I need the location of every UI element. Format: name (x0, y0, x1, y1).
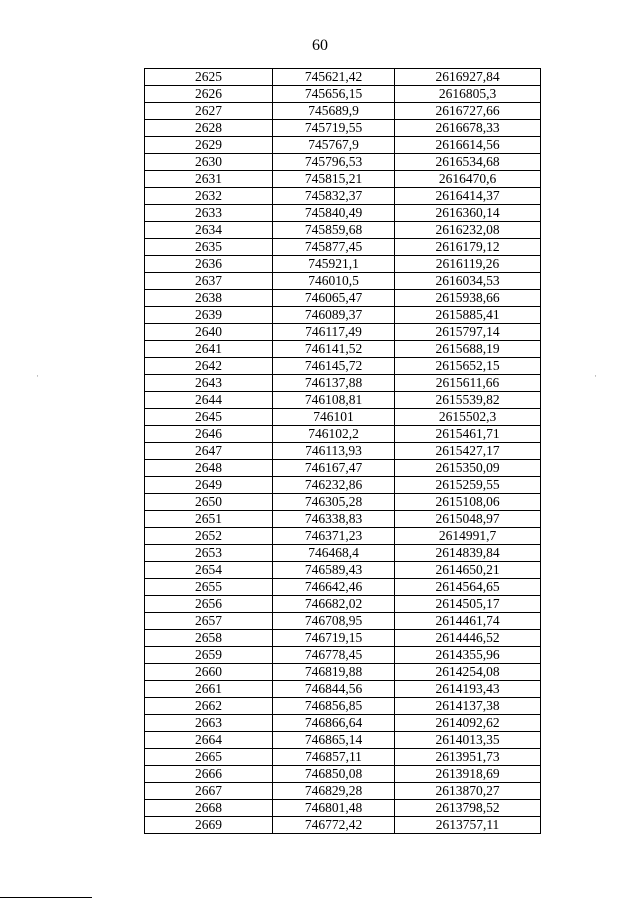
footnote-rule (0, 897, 92, 898)
table-row (145, 154, 541, 171)
x-coordinate-cell: 745921,1 (273, 256, 395, 273)
table-row (145, 375, 541, 392)
x-coordinate-cell: 745832,37 (273, 188, 395, 205)
y-coordinate-cell: 2615539,82 (395, 392, 541, 409)
x-coordinate-cell: 746145,72 (273, 358, 395, 375)
x-coordinate-cell: 746113,93 (273, 443, 395, 460)
point-number-cell: 2632 (145, 188, 273, 205)
table-row (145, 120, 541, 137)
x-coordinate-cell: 746141,52 (273, 341, 395, 358)
y-coordinate-cell: 2614013,35 (395, 732, 541, 749)
table-row (145, 698, 541, 715)
point-number-cell: 2638 (145, 290, 273, 307)
table-row (145, 800, 541, 817)
x-coordinate-cell: 746338,83 (273, 511, 395, 528)
x-coordinate-cell: 746642,46 (273, 579, 395, 596)
x-coordinate-cell: 745719,55 (273, 120, 395, 137)
x-coordinate-cell: 746778,45 (273, 647, 395, 664)
table-row (145, 443, 541, 460)
x-coordinate-cell: 745656,15 (273, 86, 395, 103)
x-coordinate-cell: 746117,49 (273, 324, 395, 341)
y-coordinate-cell: 2613798,52 (395, 800, 541, 817)
y-coordinate-cell: 2616534,68 (395, 154, 541, 171)
y-coordinate-cell: 2615461,71 (395, 426, 541, 443)
y-coordinate-cell: 2614355,96 (395, 647, 541, 664)
table-row (145, 171, 541, 188)
table-row (145, 392, 541, 409)
y-coordinate-cell: 2614505,17 (395, 596, 541, 613)
table-row (145, 783, 541, 800)
table-row (145, 358, 541, 375)
y-coordinate-cell: 2614564,65 (395, 579, 541, 596)
point-number-cell: 2629 (145, 137, 273, 154)
y-coordinate-cell: 2614254,08 (395, 664, 541, 681)
x-coordinate-cell: 746856,85 (273, 698, 395, 715)
table-row (145, 69, 541, 86)
table-row (145, 579, 541, 596)
y-coordinate-cell: 2616927,84 (395, 69, 541, 86)
point-number-cell: 2665 (145, 749, 273, 766)
x-coordinate-cell: 746010,5 (273, 273, 395, 290)
x-coordinate-cell: 745877,45 (273, 239, 395, 256)
x-coordinate-cell: 746865,14 (273, 732, 395, 749)
y-coordinate-cell: 2616179,12 (395, 239, 541, 256)
y-coordinate-cell: 2614193,43 (395, 681, 541, 698)
table-row (145, 137, 541, 154)
y-coordinate-cell: 2614137,38 (395, 698, 541, 715)
x-coordinate-cell: 746719,15 (273, 630, 395, 647)
point-number-cell: 2631 (145, 171, 273, 188)
x-coordinate-cell: 746232,86 (273, 477, 395, 494)
point-number-cell: 2643 (145, 375, 273, 392)
y-coordinate-cell: 2616360,14 (395, 205, 541, 222)
point-number-cell: 2628 (145, 120, 273, 137)
table-row (145, 188, 541, 205)
point-number-cell: 2664 (145, 732, 273, 749)
y-coordinate-cell: 2615502,3 (395, 409, 541, 426)
point-number-cell: 2640 (145, 324, 273, 341)
x-coordinate-cell: 745621,42 (273, 69, 395, 86)
x-coordinate-cell: 746089,37 (273, 307, 395, 324)
x-coordinate-cell: 746857,11 (273, 749, 395, 766)
x-coordinate-cell: 745815,21 (273, 171, 395, 188)
point-number-cell: 2642 (145, 358, 273, 375)
table-row (145, 409, 541, 426)
x-coordinate-cell: 746682,02 (273, 596, 395, 613)
table-row (145, 341, 541, 358)
point-number-cell: 2659 (145, 647, 273, 664)
right-edge-mark: · (594, 371, 597, 381)
table-row (145, 562, 541, 579)
y-coordinate-cell: 2614092,62 (395, 715, 541, 732)
table-row (145, 426, 541, 443)
left-edge-mark: · (36, 371, 39, 381)
y-coordinate-cell: 2613757,11 (395, 817, 541, 834)
x-coordinate-cell: 746801,48 (273, 800, 395, 817)
point-number-cell: 2661 (145, 681, 273, 698)
x-coordinate-cell: 746137,88 (273, 375, 395, 392)
point-number-cell: 2633 (145, 205, 273, 222)
x-coordinate-cell: 746772,42 (273, 817, 395, 834)
point-number-cell: 2653 (145, 545, 273, 562)
point-number-cell: 2637 (145, 273, 273, 290)
y-coordinate-cell: 2616119,26 (395, 256, 541, 273)
x-coordinate-cell: 746829,28 (273, 783, 395, 800)
table-row (145, 749, 541, 766)
point-number-cell: 2626 (145, 86, 273, 103)
point-number-cell: 2644 (145, 392, 273, 409)
y-coordinate-cell: 2613870,27 (395, 783, 541, 800)
x-coordinate-cell: 745767,9 (273, 137, 395, 154)
table-row (145, 460, 541, 477)
table-row (145, 477, 541, 494)
point-number-cell: 2654 (145, 562, 273, 579)
x-coordinate-cell: 746468,4 (273, 545, 395, 562)
table-row (145, 307, 541, 324)
point-number-cell: 2666 (145, 766, 273, 783)
table-row (145, 715, 541, 732)
y-coordinate-cell: 2616034,53 (395, 273, 541, 290)
point-number-cell: 2667 (145, 783, 273, 800)
table-row (145, 596, 541, 613)
point-number-cell: 2648 (145, 460, 273, 477)
point-number-cell: 2660 (145, 664, 273, 681)
table-row (145, 613, 541, 630)
x-coordinate-cell: 746708,95 (273, 613, 395, 630)
y-coordinate-cell: 2613918,69 (395, 766, 541, 783)
table-row (145, 766, 541, 783)
table-row (145, 205, 541, 222)
point-number-cell: 2636 (145, 256, 273, 273)
y-coordinate-cell: 2616805,3 (395, 86, 541, 103)
point-number-cell: 2657 (145, 613, 273, 630)
table-row (145, 222, 541, 239)
point-number-cell: 2668 (145, 800, 273, 817)
table-row (145, 630, 541, 647)
point-number-cell: 2639 (145, 307, 273, 324)
table-row (145, 664, 541, 681)
table-row (145, 86, 541, 103)
x-coordinate-cell: 745859,68 (273, 222, 395, 239)
point-number-cell: 2655 (145, 579, 273, 596)
x-coordinate-cell: 746305,28 (273, 494, 395, 511)
y-coordinate-cell: 2615885,41 (395, 307, 541, 324)
point-number-cell: 2630 (145, 154, 273, 171)
y-coordinate-cell: 2615938,66 (395, 290, 541, 307)
point-number-cell: 2634 (145, 222, 273, 239)
x-coordinate-cell: 746844,56 (273, 681, 395, 698)
y-coordinate-cell: 2616414,37 (395, 188, 541, 205)
y-coordinate-cell: 2614650,21 (395, 562, 541, 579)
point-number-cell: 2658 (145, 630, 273, 647)
point-number-cell: 2646 (145, 426, 273, 443)
y-coordinate-cell: 2614991,7 (395, 528, 541, 545)
x-coordinate-cell: 746371,23 (273, 528, 395, 545)
y-coordinate-cell: 2615259,55 (395, 477, 541, 494)
table-row (145, 256, 541, 273)
x-coordinate-cell: 746167,47 (273, 460, 395, 477)
point-number-cell: 2625 (145, 69, 273, 86)
x-coordinate-cell: 746065,47 (273, 290, 395, 307)
point-number-cell: 2652 (145, 528, 273, 545)
y-coordinate-cell: 2615048,97 (395, 511, 541, 528)
y-coordinate-cell: 2615652,15 (395, 358, 541, 375)
x-coordinate-cell: 746102,2 (273, 426, 395, 443)
y-coordinate-cell: 2613951,73 (395, 749, 541, 766)
x-coordinate-cell: 746589,43 (273, 562, 395, 579)
table-row (145, 528, 541, 545)
table-row (145, 732, 541, 749)
x-coordinate-cell: 746819,88 (273, 664, 395, 681)
point-number-cell: 2662 (145, 698, 273, 715)
y-coordinate-cell: 2614839,84 (395, 545, 541, 562)
coordinates-table (144, 68, 541, 834)
table-row (145, 273, 541, 290)
point-number-cell: 2663 (145, 715, 273, 732)
y-coordinate-cell: 2614461,74 (395, 613, 541, 630)
x-coordinate-cell: 746101 (273, 409, 395, 426)
x-coordinate-cell: 746108,81 (273, 392, 395, 409)
point-number-cell: 2651 (145, 511, 273, 528)
x-coordinate-cell: 745796,53 (273, 154, 395, 171)
table-row (145, 817, 541, 834)
table-row (145, 494, 541, 511)
table-row (145, 239, 541, 256)
table-row (145, 511, 541, 528)
y-coordinate-cell: 2615350,09 (395, 460, 541, 477)
point-number-cell: 2647 (145, 443, 273, 460)
table-row (145, 647, 541, 664)
y-coordinate-cell: 2615108,06 (395, 494, 541, 511)
y-coordinate-cell: 2616727,66 (395, 103, 541, 120)
y-coordinate-cell: 2615611,66 (395, 375, 541, 392)
point-number-cell: 2669 (145, 817, 273, 834)
y-coordinate-cell: 2616232,08 (395, 222, 541, 239)
table-row (145, 290, 541, 307)
y-coordinate-cell: 2615688,19 (395, 341, 541, 358)
y-coordinate-cell: 2615427,17 (395, 443, 541, 460)
table-row (145, 324, 541, 341)
y-coordinate-cell: 2615797,14 (395, 324, 541, 341)
y-coordinate-cell: 2616470,6 (395, 171, 541, 188)
point-number-cell: 2627 (145, 103, 273, 120)
point-number-cell: 2649 (145, 477, 273, 494)
x-coordinate-cell: 746850,08 (273, 766, 395, 783)
table-row (145, 545, 541, 562)
y-coordinate-cell: 2616614,56 (395, 137, 541, 154)
point-number-cell: 2650 (145, 494, 273, 511)
page-number: 60 (312, 37, 328, 54)
table-row (145, 681, 541, 698)
point-number-cell: 2656 (145, 596, 273, 613)
x-coordinate-cell: 745689,9 (273, 103, 395, 120)
table-row (145, 103, 541, 120)
point-number-cell: 2645 (145, 409, 273, 426)
y-coordinate-cell: 2616678,33 (395, 120, 541, 137)
x-coordinate-cell: 745840,49 (273, 205, 395, 222)
coordinates-table-body (145, 69, 541, 834)
point-number-cell: 2641 (145, 341, 273, 358)
point-number-cell: 2635 (145, 239, 273, 256)
x-coordinate-cell: 746866,64 (273, 715, 395, 732)
y-coordinate-cell: 2614446,52 (395, 630, 541, 647)
